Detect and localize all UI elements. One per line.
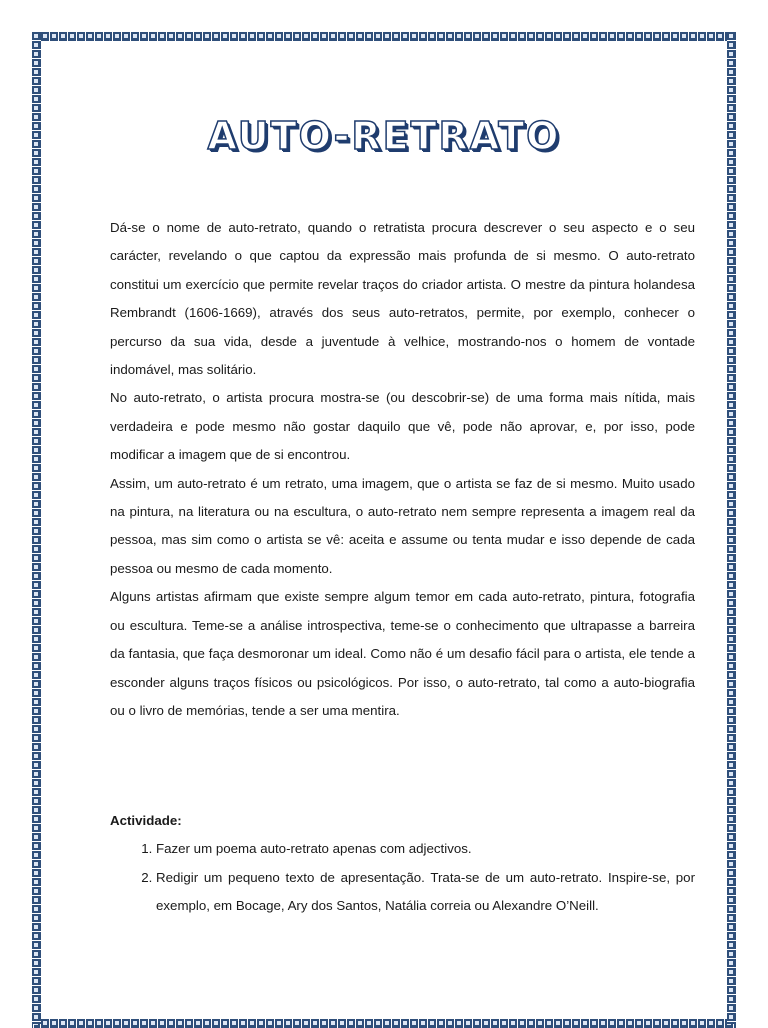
activity-heading: Actividade: [110,813,182,828]
page-title: AUTO-RETRATO [207,114,561,158]
paragraph: No auto-retrato, o artista procura mostra-se (ou descobrir-se) de uma forma mais nítida, mais verdadeira e pode mesmo não gostar daquilo que vê, pode não aprovar, e, por isso, pode modificar a imagem que de si encontrou. [110,390,695,463]
paragraph: Dá-se o nome de auto-retrato, quando o retratista procura descrever o seu aspecto e o seu carácter, revelando o que captou da expressão mais profunda de si mesmo. O auto-retrato constitui um exercício que permite revelar traços do criador artista. O mestre da pintura holandesa Rembrandt (1606-1669), através dos seus auto-retratos, permite, por exemplo, conhecer o percurso da sua vida, desde a juventude à velhice, mostrando-nos o homem de vontade indomável, mas solitário. [110,220,695,378]
decorative-border-left [32,32,41,1024]
activity-item: 2. Redigir um pequeno texto de apresentação. Trata-se de um auto-retrato. Inspire-se, por exemplo, em Bocage, Ary dos Santos, Natália correia ou Alexandre O’Neill. [156,864,695,921]
body-text [110,214,695,725]
activity-section [110,807,695,921]
activity-list [110,835,695,920]
decorative-border-top [32,32,736,41]
decorative-border-right [727,32,736,1024]
paragraph: Alguns artistas afirmam que existe sempre algum temor em cada auto-retrato, pintura, fotografia ou escultura. Teme-se a análise introspectiva, teme-se o conhecimento que ultrapasse a barreira da fantasia, que faça desmoronar um ideal. Como não é um desafio fácil para o artista, ele tende a esconder alguns traços físicos ou psicológicos. Por isso, o auto-retrato, tal como a auto-biografia ou o livro de memórias, tende a ser uma mentira. [110,589,695,718]
activity-item: 1. Fazer um poema auto-retrato apenas com adjectivos. [156,835,695,863]
paragraph: Assim, um auto-retrato é um retrato, uma imagem, que o artista se faz de si mesmo. Muito usado na pintura, na literatura ou na escultura, o auto-retrato nem sempre representa a imagem real da pessoa, mas sim como o artista se vê: aceita e assume ou tenta mudar e isso depende de cada pessoa ou mesmo de cada momento. [110,475,695,576]
